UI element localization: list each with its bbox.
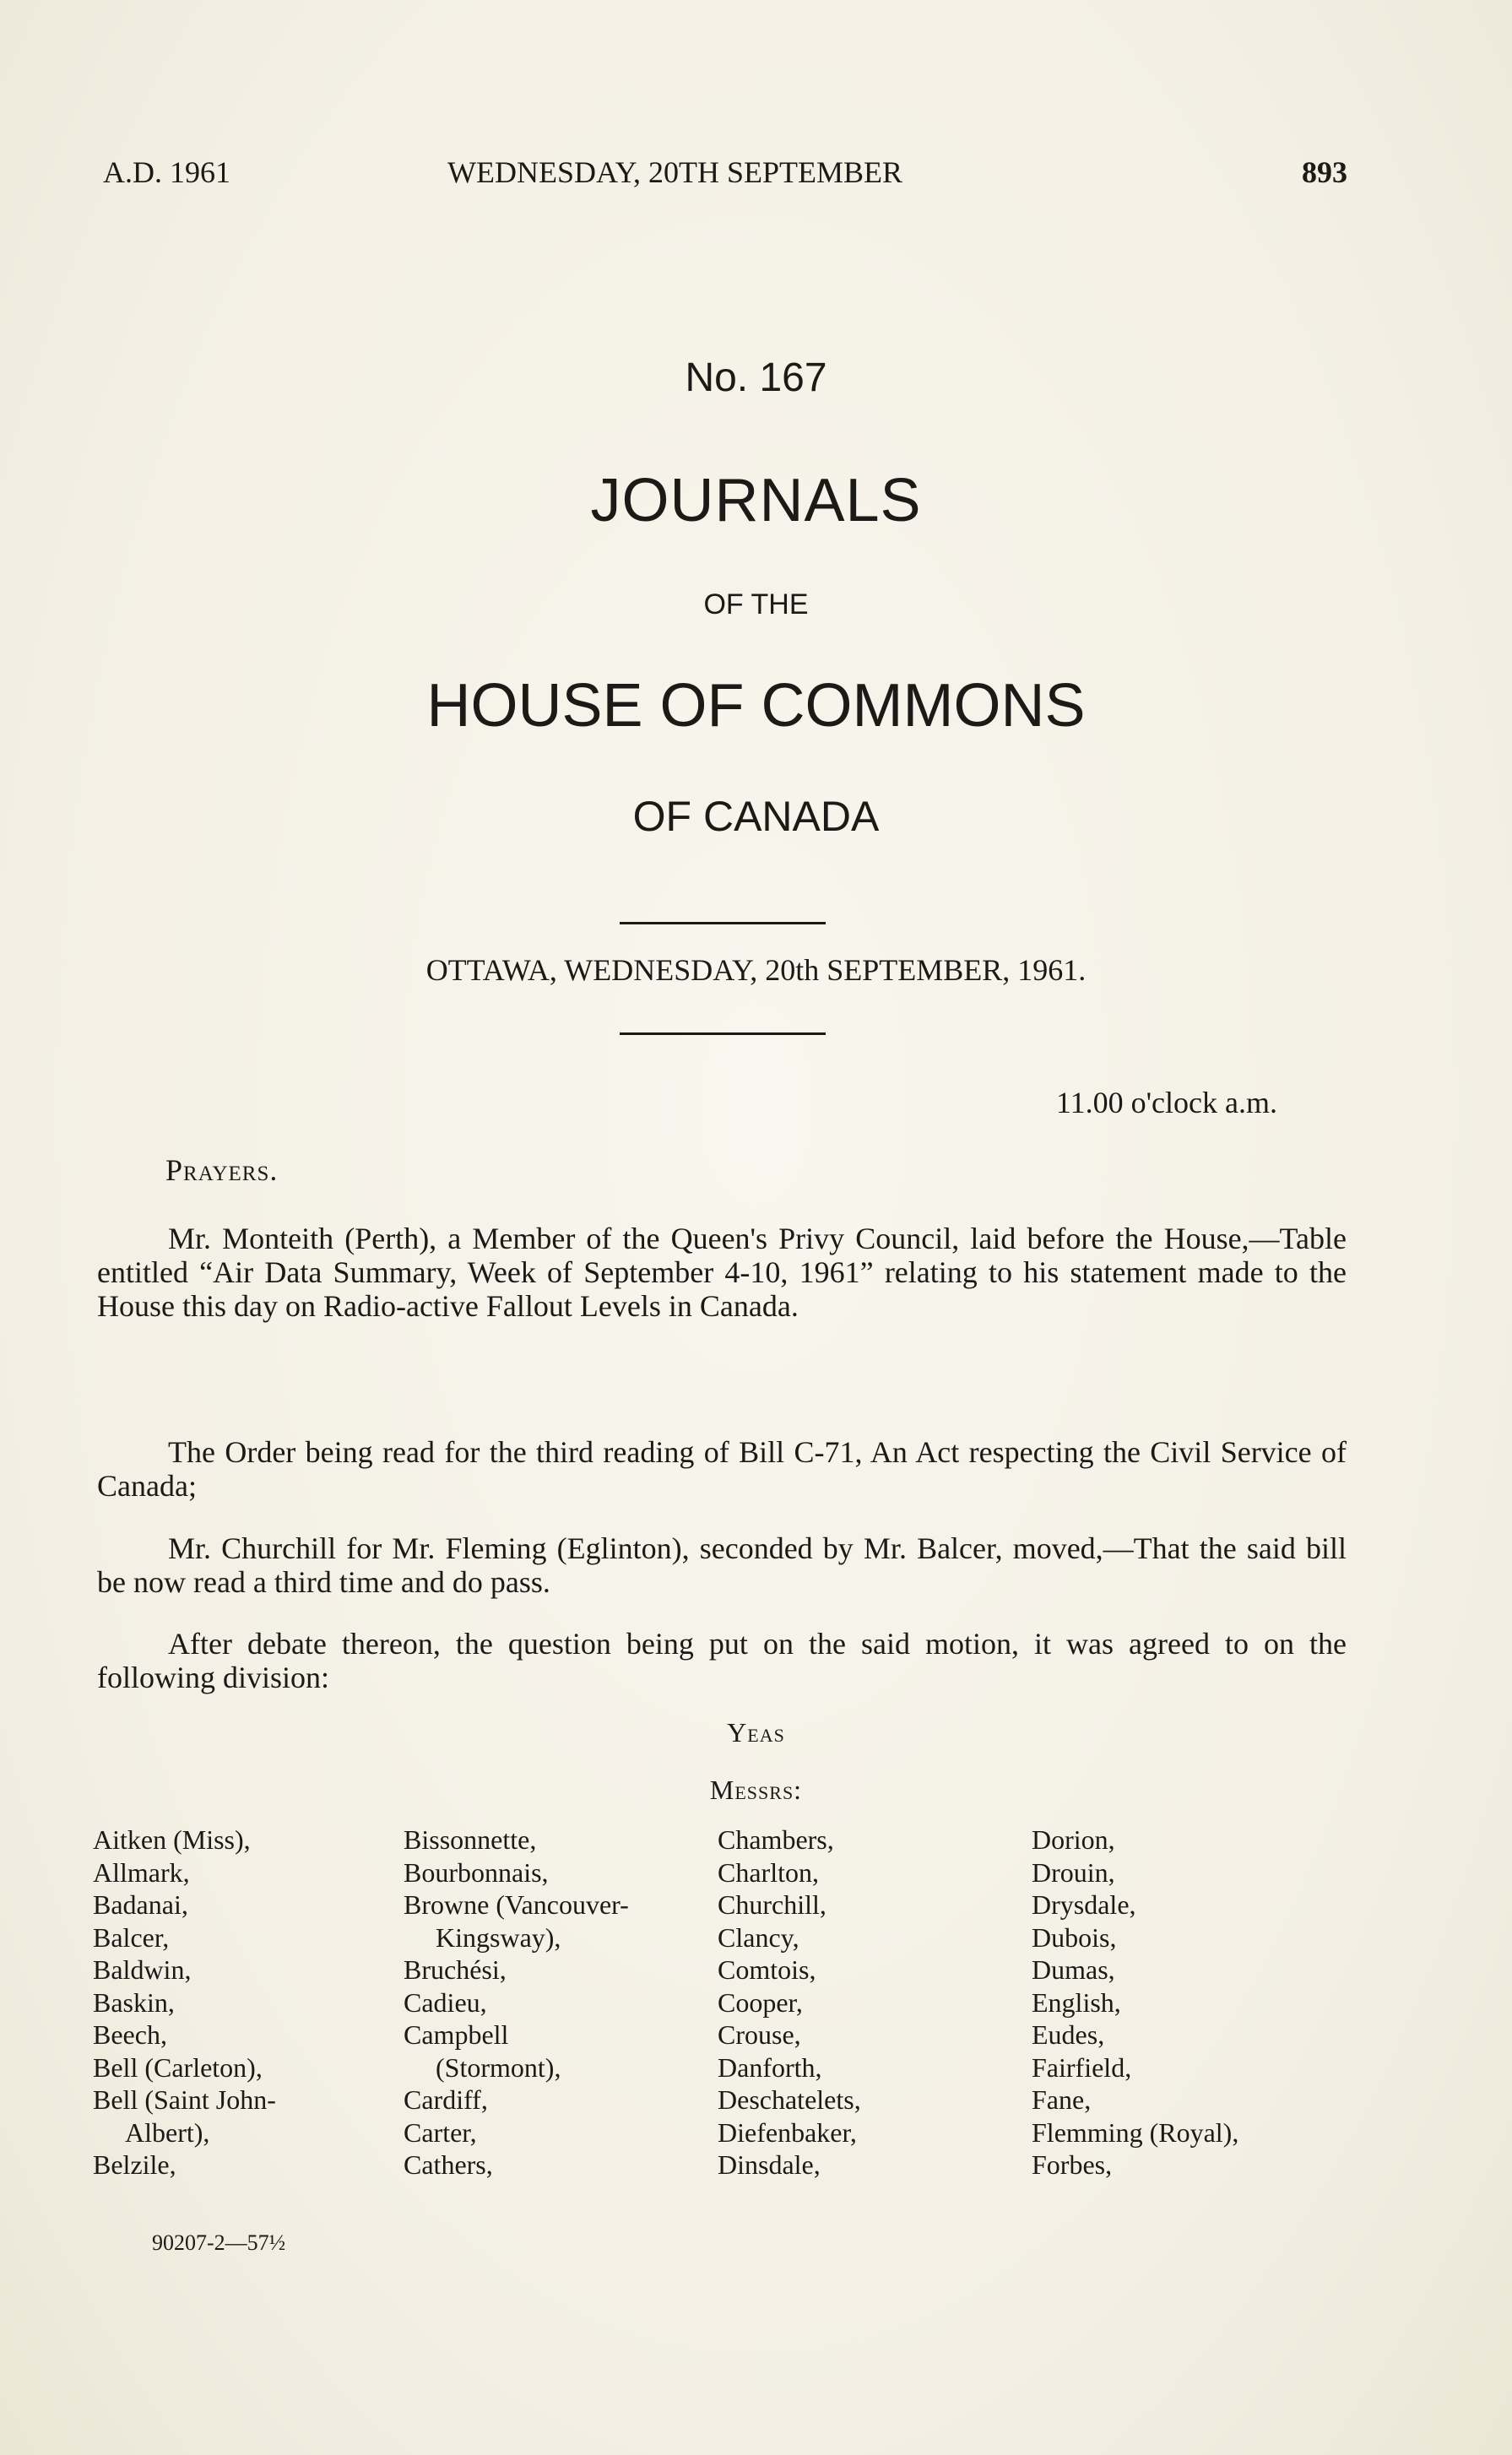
- house-of-commons-title: HOUSE OF COMMONS: [426, 672, 1086, 740]
- member-name-continued: (Stormont),: [436, 2051, 561, 2083]
- member-name: Cardiff,: [404, 2084, 488, 2115]
- member-name: Belzile,: [93, 2149, 176, 2180]
- member-name: Eudes,: [1032, 2019, 1105, 2050]
- header-date: WEDNESDAY, 20TH SEPTEMBER: [447, 155, 903, 189]
- member-name: Allmark,: [93, 1856, 190, 1888]
- member-name: Badanai,: [93, 1889, 188, 1920]
- member-name: Baskin,: [93, 1986, 175, 2018]
- member-name: Chambers,: [718, 1824, 834, 1855]
- divider-rule-top: [620, 922, 826, 924]
- messrs-text: Messrs:: [709, 1775, 803, 1805]
- member-name: Drysdale,: [1032, 1889, 1136, 1920]
- member-name: Bissonnette,: [404, 1824, 537, 1855]
- of-canada-line: OF CANADA: [632, 793, 880, 840]
- yeas-text: Yeas: [727, 1717, 785, 1748]
- member-name-continued: Albert),: [125, 2116, 210, 2148]
- member-name: Bell (Saint John-: [93, 2084, 276, 2115]
- yeas-column-3: [718, 1824, 861, 2181]
- member-name: Bell (Carleton),: [93, 2051, 263, 2083]
- journals-title: JOURNALS: [590, 467, 922, 534]
- messrs-heading: [0, 1775, 1512, 1806]
- member-name: Bruchési,: [404, 1954, 507, 1985]
- member-name: Baldwin,: [93, 1954, 192, 1985]
- member-name: Cadieu,: [404, 1986, 487, 2018]
- prayers-text: Prayers.: [165, 1153, 279, 1187]
- paragraph-division: After debate thereon, the question being put on the said motion, it was agreed to on the following division:: [97, 1627, 1347, 1694]
- paragraph-tabled-document: Mr. Monteith (Perth), a Member of the Queen's Privy Council, laid before the House,—Table entitled “Air Data Summary, Week of September 4-10, 1961” relating to his statement made to the House this day on Radio-active Fallout Levels in Canada.: [97, 1222, 1347, 1323]
- member-name: English,: [1032, 1986, 1121, 2018]
- member-name: Campbell: [404, 2019, 509, 2050]
- member-name-continued: Kingsway),: [436, 1921, 561, 1953]
- member-name: Drouin,: [1032, 1856, 1115, 1888]
- of-the-line: OF THE: [703, 588, 809, 621]
- printer-signature-mark: 90207-2—57½: [152, 2230, 286, 2255]
- member-name: Fane,: [1032, 2084, 1092, 2115]
- member-name: Forbes,: [1032, 2149, 1113, 2180]
- member-name: Charlton,: [718, 1856, 819, 1888]
- member-name: Clancy,: [718, 1921, 799, 1953]
- member-name: Danforth,: [718, 2051, 822, 2083]
- member-name: Dinsdale,: [718, 2149, 821, 2180]
- member-name: Comtois,: [718, 1954, 816, 1985]
- member-name: Dorion,: [1032, 1824, 1115, 1855]
- yeas-column-1: [93, 1824, 276, 2181]
- paragraph-motion: Mr. Churchill for Mr. Fleming (Eglinton), seconded by Mr. Balcer, moved,—That the said bill be now read a third time and do pass.: [97, 1531, 1347, 1599]
- member-name: Aitken (Miss),: [93, 1824, 251, 1855]
- member-name: Dumas,: [1032, 1954, 1115, 1985]
- sitting-dateline: OTTAWA, WEDNESDAY, 20th SEPTEMBER, 1961.: [425, 953, 1087, 987]
- paragraph-order-read: The Order being read for the third reading of Bill C-71, An Act respecting the Civil Service of Canada;: [97, 1435, 1347, 1503]
- member-name: Carter,: [404, 2116, 477, 2148]
- header-year: A.D. 1961: [103, 155, 230, 189]
- member-name: Flemming (Royal),: [1032, 2116, 1239, 2148]
- member-name: Fairfield,: [1032, 2051, 1132, 2083]
- divider-rule-bottom: [620, 1032, 826, 1035]
- yeas-heading: [0, 1717, 1512, 1748]
- member-name: Cathers,: [404, 2149, 493, 2180]
- member-name: Browne (Vancouver-: [404, 1889, 629, 1920]
- yeas-column-4: [1032, 1824, 1238, 2181]
- member-name: Beech,: [93, 2019, 167, 2050]
- member-name: Churchill,: [718, 1889, 826, 1920]
- member-name: Dubois,: [1032, 1921, 1117, 1953]
- prayers-heading: [165, 1152, 278, 1188]
- page-number: 893: [1302, 155, 1347, 189]
- member-name: Balcer,: [93, 1921, 170, 1953]
- member-name: Cooper,: [718, 1986, 803, 2018]
- member-name: Crouse,: [718, 2019, 801, 2050]
- member-name: Deschatelets,: [718, 2084, 861, 2115]
- member-name: Diefenbaker,: [718, 2116, 857, 2148]
- journal-number: No. 167: [685, 355, 827, 400]
- sitting-time: 11.00 o'clock a.m.: [1055, 1086, 1277, 1119]
- member-name: Bourbonnais,: [404, 1856, 549, 1888]
- yeas-column-2: [404, 1824, 629, 2181]
